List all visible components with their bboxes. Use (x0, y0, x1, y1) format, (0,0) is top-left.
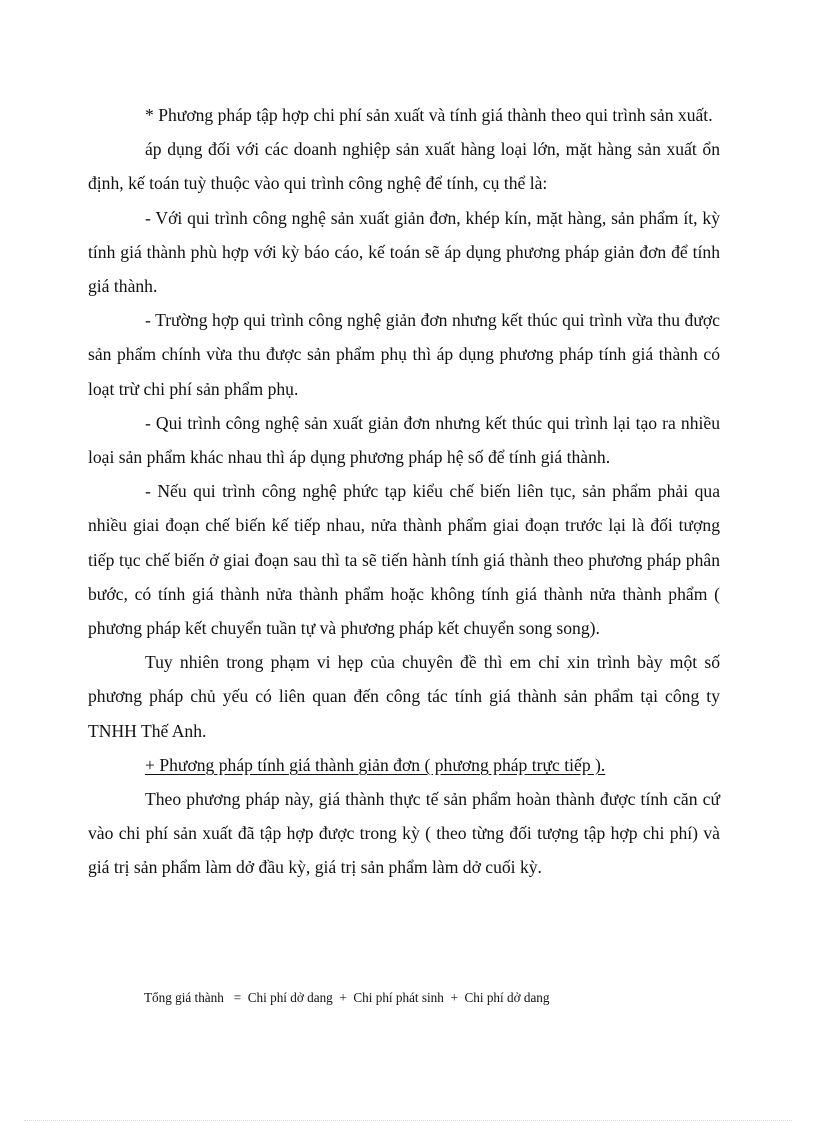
document-body (88, 98, 720, 885)
method-heading (88, 748, 720, 782)
cost-formula: Tổng giá thành = Chi phí dở dang + Chi phí phát sinh + Chi phí dở dang (144, 990, 550, 1005)
paragraph-byproduct-process: - Trường hợp qui trình công nghệ giản đơn nhưng kết thúc qui trình vừa thu được sản phẩm chính vừa thu được sản phẩm phụ thì áp dụng phương pháp tính giá thành có loạt trừ chi phí sản phẩm phụ. (88, 310, 720, 399)
paragraph-heading-process-method: * Phương pháp tập hợp chi phí sản xuất và tính giá thành theo qui trình sản xuất. (145, 105, 713, 125)
paragraph-scope: Tuy nhiên trong phạm vi hẹp của chuyên đề thì em chỉ xin trình bày một số phương pháp chủ yếu có liên quan đến công tác tính giá thành sản phẩm tại công ty TNHH Thế Anh. (88, 652, 720, 741)
page-bottom-divider (24, 1120, 792, 1121)
paragraph-complex-process: - Nếu qui trình công nghệ phức tạp kiểu chế biến liên tục, sản phẩm phải qua nhiều giai đoạn chế biến kế tiếp nhau, nửa thành phẩm giai đoạn trước lại là đối tượng tiếp tục chế biến ở giai đoạn sau thì ta sẽ tiến hành tính giá thành theo phương pháp phân bước, có tính giá thành nửa thành phẩm hoặc không tính giá thành nửa thành phẩm ( phương pháp kết chuyển tuần tự và phương pháp kết chuyển song song). (88, 481, 720, 639)
paragraph-application: áp dụng đối với các doanh nghiệp sản xuất hàng loại lớn, mặt hàng sản xuất ổn định, kế toán tuỳ thuộc vào qui trình công nghệ để tính, cụ thể là: (88, 139, 720, 194)
method-heading-text: + Phương pháp tính giá thành giản đơn ( phương pháp trực tiếp ). (145, 754, 606, 775)
paragraph-method-description: Theo phương pháp này, giá thành thực tế sản phẩm hoàn thành được tính căn cứ vào chi phí sản xuất đã tập hợp được trong kỳ ( theo từng đối tượng tập hợp chi phí) và giá trị sản phẩm làm dở đầu kỳ, giá trị sản phẩm làm dở cuối kỳ. (88, 789, 720, 878)
paragraph-simple-process: - Với qui trình công nghệ sản xuất giản đơn, khép kín, mặt hàng, sản phẩm ít, kỳ tính giá thành phù hợp với kỳ báo cáo, kế toán sẽ áp dụng phương pháp giản đơn để tính giá thành. (88, 207, 720, 297)
paragraph-coefficient-method: - Qui trình công nghệ sản xuất giản đơn nhưng kết thúc qui trình lại tạo ra nhiều loại sản phẩm khác nhau thì áp dụng phương pháp hệ số để tính giá thành. (88, 412, 720, 468)
